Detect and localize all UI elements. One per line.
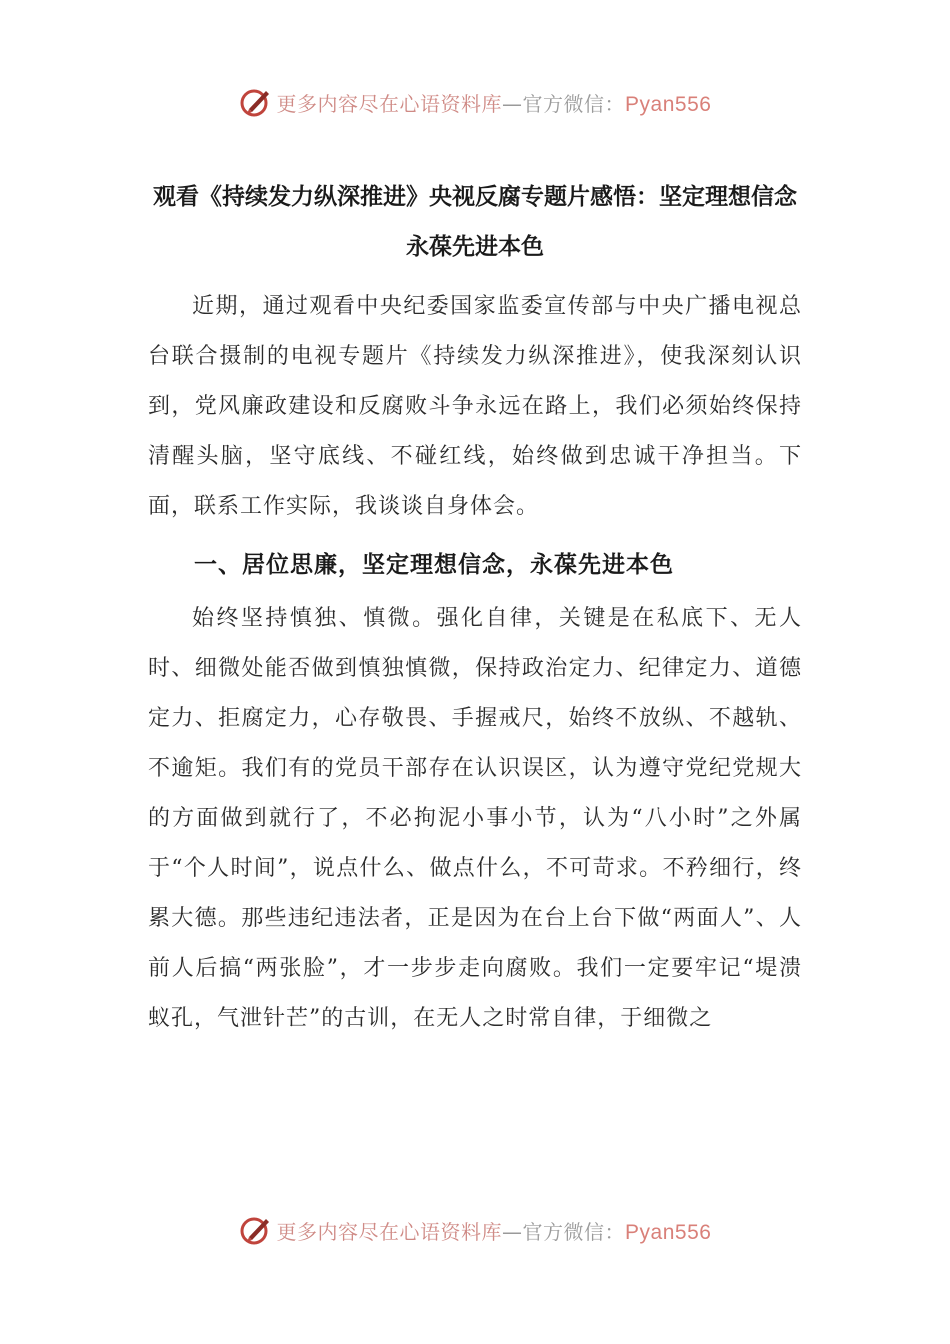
- pen-logo-icon: [239, 85, 273, 119]
- watermark-footer: [0, 1210, 950, 1250]
- pen-logo-icon: [239, 1213, 273, 1247]
- section-heading: 一、居位思廉，坚定理想信念，永葆先进本色: [194, 552, 674, 578]
- document-body: [148, 282, 802, 1044]
- watermark-text: 更多内容尽在心语资料库—官方微信：Pyan556: [276, 91, 712, 116]
- paragraph-section-1: 始终坚持慎独、慎微。强化自律，关键是在私底下、无人时、细微处能否做到慎独慎微，保持政治定力、纪律定力、道德定力、拒腐定力，心存敬畏、手握戒尺，始终不放纵、不越轨、不逾矩。我们有的党员干部存在认识误区，认为遵守党纪党规大的方面做到就行了，不必拘泥小事小节，认为“八小时”之外属于“个人时间”，说点什么、做点什么，不可苛求。不矜细行，终累大德。那些违纪违法者，正是因为在台上台下做“两面人”、人前人后搞“两张脸”，才一步步走向腐败。我们一定要牢记“堤溃蚁孔，气泄针芒”的古训，在无人之时常自律，于细微之: [148, 606, 802, 1031]
- watermark-header: [0, 82, 950, 122]
- paragraph-intro: 近期，通过观看中央纪委国家监委宣传部与中央广播电视总台联合摄制的电视专题片《持续发力纵深推进》，使我深刻认识到，党风廉政建设和反腐败斗争永远在路上，我们必须始终保持清醒头脑，坚守底线、不碰红线，始终做到忠诚干净担当。下面，联系工作实际，我谈谈自身体会。: [148, 294, 802, 519]
- document-title: 观看《持续发力纵深推进》央视反腐专题片感悟：坚定理想信念永葆先进本色: [153, 184, 797, 260]
- watermark-text: 更多内容尽在心语资料库—官方微信：Pyan556: [276, 1219, 712, 1244]
